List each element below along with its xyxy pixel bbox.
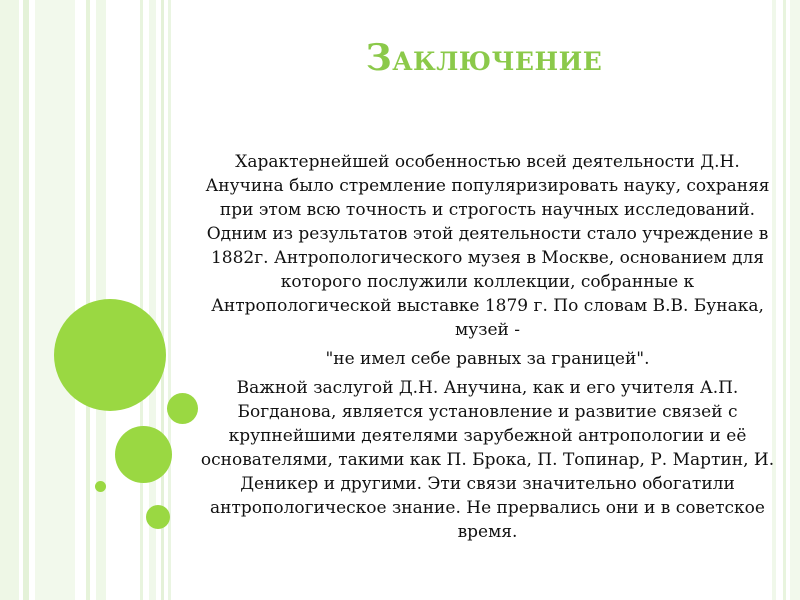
decor-stripe: [783, 0, 786, 600]
decor-circle-tiny: [95, 481, 106, 492]
decor-stripe: [0, 0, 19, 600]
body-paragraph: Характернейшей особенностью всей деятельности Д.Н. Анучина было стремление популяризировать науку, сохраняя при этом всю точность и строгость научных исследований. Одним из результатов этой деятельности стало учреждение в 1882г. Антропологического музея в Москве, основанием для которого послужили коллекции, собранные к Антропологической выставке 1879 г. По словам В.В. Бунака, музей -: [205, 152, 770, 340]
decor-stripe: [23, 0, 29, 600]
slide-title: Заключение: [365, 37, 603, 79]
decor-circle-small: [167, 393, 198, 424]
decor-stripe: [35, 0, 75, 600]
decor-stripe: [790, 0, 800, 600]
body-quote: "не имел себе равных за границей".: [325, 349, 650, 369]
slide-body: [200, 150, 775, 549]
decor-circle-large: [54, 299, 166, 411]
decor-circle-small: [146, 505, 170, 529]
decor-stripe: [168, 0, 171, 600]
decor-stripe: [86, 0, 90, 600]
body-paragraph: Важной заслугой Д.Н. Анучина, как и его учителя А.П. Богданова, является установление и развитие связей с крупнейшими деятелями зарубежной антропологии и её основателями, такими как П. Брока, П. Топинар, Р. Мартин, И. Деникер и другими. Эти связи значительно обогатили антропологическое знание. Не прервались они и в советское время.: [200, 378, 775, 542]
decor-circle-medium: [115, 426, 172, 483]
decor-stripe: [140, 0, 143, 600]
